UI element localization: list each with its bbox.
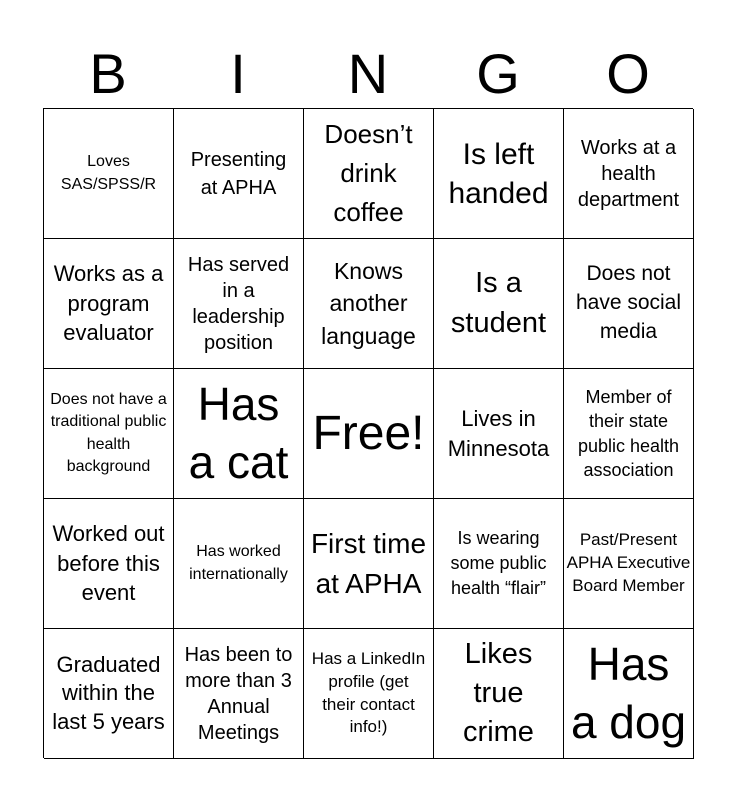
header-letter-o: O [606,42,650,105]
header-letter-b: B [89,42,127,105]
bingo-cell[interactable]: Free! [304,369,434,499]
bingo-cell[interactable]: Has a cat [174,369,304,499]
bingo-cell[interactable]: Presenting at APHA [174,109,304,239]
header-letter-i: I [230,42,246,105]
bingo-cell[interactable]: Worked out before this event [44,499,174,629]
bingo-cell[interactable]: Doesn’t drink coffee [304,109,434,239]
bingo-cell[interactable]: Member of their state public health association [564,369,694,499]
bingo-cell[interactable]: Works at a health department [564,109,694,239]
header-letter-n: N [347,42,389,105]
bingo-cell[interactable]: Has a LinkedIn profile (get their contact info!) [304,629,434,759]
bingo-cell[interactable]: Past/Present APHA Executive Board Member [564,499,694,629]
bingo-cell[interactable]: Has served in a leadership position [174,239,304,369]
bingo-cell[interactable]: Has a dog [564,629,694,759]
bingo-cell[interactable]: Has been to more than 3 Annual Meetings [174,629,304,759]
bingo-cell[interactable]: Has worked internationally [174,499,304,629]
bingo-cell[interactable]: Knows another language [304,239,434,369]
bingo-cell[interactable]: Is left handed [434,109,564,239]
header-letter-g: G [476,42,520,105]
bingo-cell[interactable]: Is wearing some public health “flair” [434,499,564,629]
bingo-cell[interactable]: Lives in Minnesota [434,369,564,499]
bingo-cell[interactable]: Loves SAS/SPSS/R [44,109,174,239]
bingo-cell[interactable]: Graduated within the last 5 years [44,629,174,759]
bingo-cell[interactable]: Is a student [434,239,564,369]
bingo-header [43,40,693,108]
bingo-board [43,108,693,758]
bingo-cell[interactable]: Does not have a traditional public health background [44,369,174,499]
bingo-cell[interactable]: First time at APHA [304,499,434,629]
bingo-cell[interactable]: Does not have social media [564,239,694,369]
bingo-cell[interactable]: Works as a program evaluator [44,239,174,369]
bingo-cell[interactable]: Likes true crime [434,629,564,759]
